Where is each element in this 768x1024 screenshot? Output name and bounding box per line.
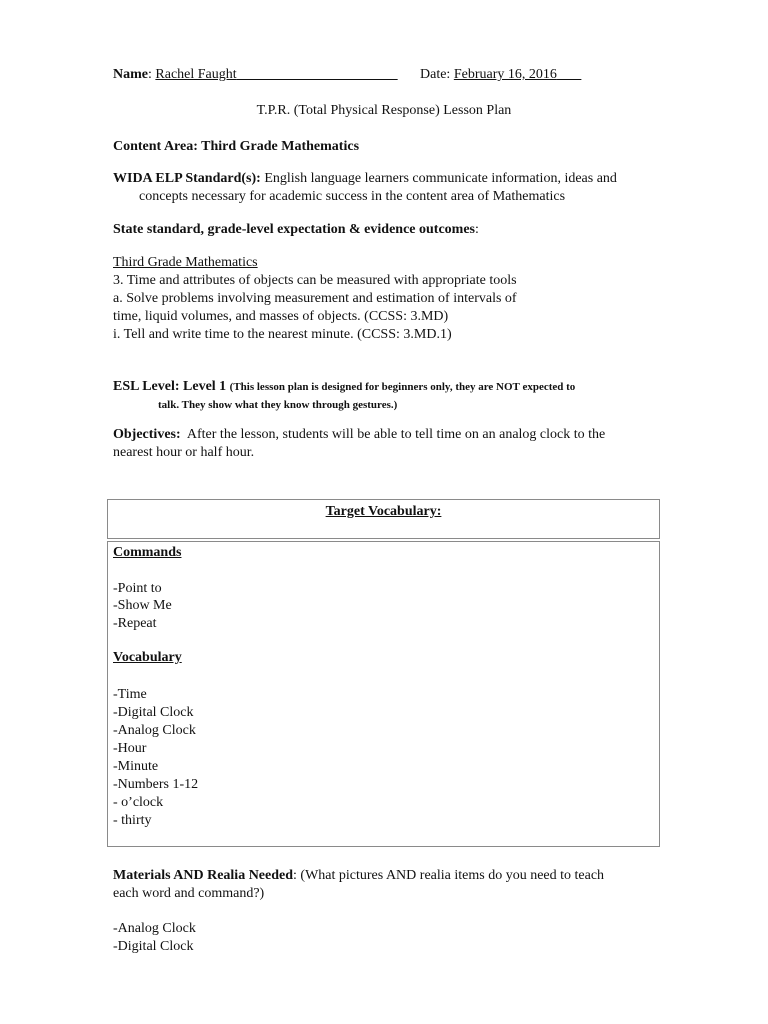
command-item: -Point to [113,581,162,596]
command-item: -Show Me [113,598,172,613]
command-item: -Repeat [113,616,157,631]
date-label: Date: [420,67,454,82]
standard-line: 3. Time and attributes of objects can be measured with appropriate tools [113,273,517,288]
page-title: T.P.R. (Total Physical Response) Lesson Plan [256,103,512,118]
name-line [113,66,398,84]
standard-line: i. Tell and write time to the nearest minute. (CCSS: 3.MD.1) [113,327,452,342]
vocabulary-item: -Minute [113,759,159,774]
vocabulary-item: -Analog Clock [113,723,196,738]
wida-text-line2: concepts necessary for academic success in the content area of Mathematics [139,189,566,204]
esl-level [113,378,575,396]
state-standard-heading: State standard, grade-level expectation & evidence outcomes: [113,222,479,237]
materials-prompt-line2: each word and command?) [113,886,265,901]
name-value: Rachel Faught [155,67,237,82]
vocabulary-item: -Digital Clock [113,705,194,720]
wida-standard [113,170,617,188]
vocabulary-item: - o’clock [113,795,164,810]
vocabulary-item: -Hour [113,741,147,756]
content-area: Content Area: Third Grade Mathematics [113,139,360,154]
esl-note-line1: (This lesson plan is designed for beginners only, they are NOT expected to [229,381,576,393]
vocabulary-item: -Numbers 1-12 [113,777,199,792]
vocabulary-heading: Vocabulary [113,650,182,665]
name-label: Name [113,67,148,82]
esl-label: ESL Level: [113,379,180,394]
esl-level-value: Level 1 [183,379,227,394]
wida-text-line1: English language learners communicate information, ideas and [264,171,617,186]
vocab-table-body-cell [107,541,660,847]
commands-heading: Commands [113,545,182,560]
materials-prompt-line1: (What pictures AND realia items do you need to teach [300,868,605,883]
standard-line: a. Solve problems involving measurement and estimation of intervals of [113,291,517,306]
date-line [420,66,581,84]
name-separator: : [148,67,156,82]
date-value: February 16, 2016 [453,67,557,82]
materials-label: Materials AND Realia Needed [113,868,294,883]
materials-item: -Digital Clock [113,939,194,954]
vocab-table-header-cell [107,499,660,539]
objectives-line2: nearest hour or half hour. [113,445,255,460]
objectives-label: Objectives: [113,427,181,442]
objectives-line1: After the lesson, students will be able to tell time on an analog clock to the [186,427,606,442]
objectives [113,426,605,444]
vocabulary-item: - thirty [113,813,152,828]
wida-label: WIDA ELP Standard(s): [113,171,261,186]
standard-line: time, liquid volumes, and masses of objects. (CCSS: 3.MD) [113,309,449,324]
materials-item: -Analog Clock [113,921,196,936]
vocabulary-item: -Time [113,687,147,702]
vocab-table-header: Target Vocabulary: [325,504,442,519]
materials-heading: Materials AND Realia Needed: (What pictures AND realia items do you need to teach [113,868,605,883]
state-standard-subject: Third Grade Mathematics [113,255,258,270]
esl-note-line2: talk. They show what they know through gestures.) [158,399,398,411]
